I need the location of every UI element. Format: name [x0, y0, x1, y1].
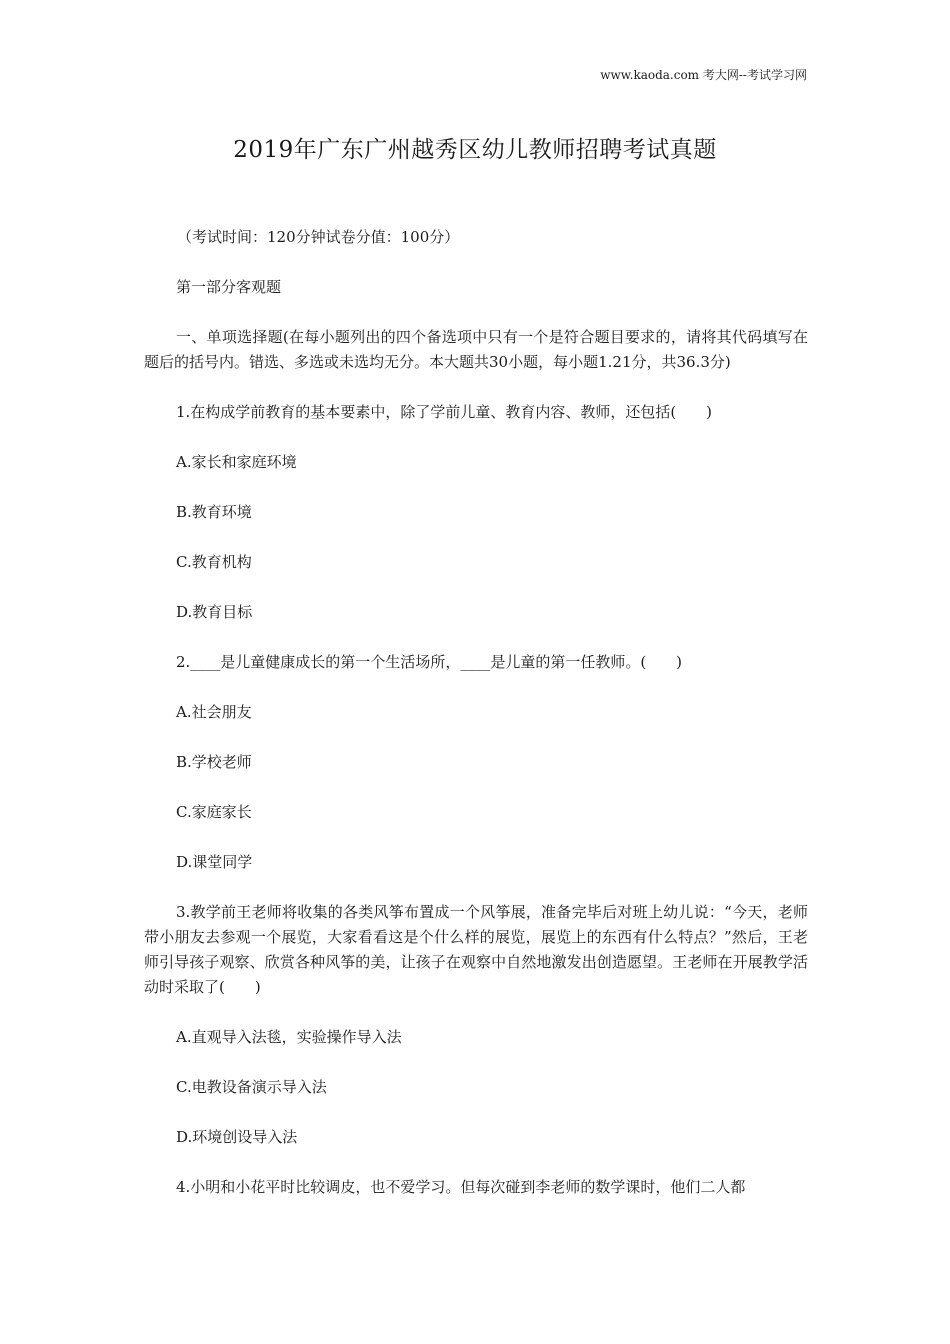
- question-stem: 2.____是儿童健康成长的第一个生活场所，____是儿童的第一任教师。( ): [176, 653, 683, 671]
- question-option: C.教育机构: [176, 553, 252, 571]
- header-source-text: www.kaoda.com 考大网--考试学习网: [600, 68, 807, 82]
- question-stem: 3.教学前王老师将收集的各类风筝布置成一个风筝展，准备完毕后对班上幼儿说：“今天，老师带小朋友去参观一个展览，大家看看这是个什么样的展览，展览上的东西有什么特点？”然后，王老师引导孩子观察、欣赏各种风筝的美，让孩子在观察中自然地激发出创造愿望。王老师在开展教学活动时采取了( ): [144, 903, 808, 996]
- question-option: A.直观导入法毯，实验操作导入法: [176, 1028, 402, 1046]
- question-option: C.家庭家长: [176, 803, 252, 821]
- question-option: B.学校老师: [176, 753, 252, 771]
- document-body: [144, 225, 808, 1225]
- question-option: A.家长和家庭环境: [176, 453, 297, 471]
- question-option: D.环境创设导入法: [176, 1128, 298, 1146]
- exam-info: （考试时间：120分钟试卷分值：100分）: [177, 228, 460, 246]
- document-title: 2019年广东广州越秀区幼儿教师招聘考试真题: [233, 137, 717, 163]
- question-stem: 4.小明和小花平时比较调皮，也不爱学习。但每次碰到李老师的数学课时，他们二人都: [176, 1178, 746, 1196]
- part-heading: 第一部分客观题: [176, 278, 282, 296]
- question-option: A.社会朋友: [176, 703, 252, 721]
- question-option: D.课堂同学: [176, 853, 253, 871]
- question-option: D.教育目标: [176, 603, 253, 621]
- section-instructions: 一、单项选择题(在每小题列出的四个备选项中只有一个是符合题目要求的，请将其代码填写在题后的括号内。错选、多选或未选均无分。本大题共30小题，每小题1.21分，共36.3分): [144, 328, 808, 371]
- question-option: B.教育环境: [176, 503, 252, 521]
- question-stem: 1.在构成学前教育的基本要素中，除了学前儿童、教育内容、教师，还包括( ): [176, 403, 713, 421]
- question-option: C.电教设备演示导入法: [176, 1078, 327, 1096]
